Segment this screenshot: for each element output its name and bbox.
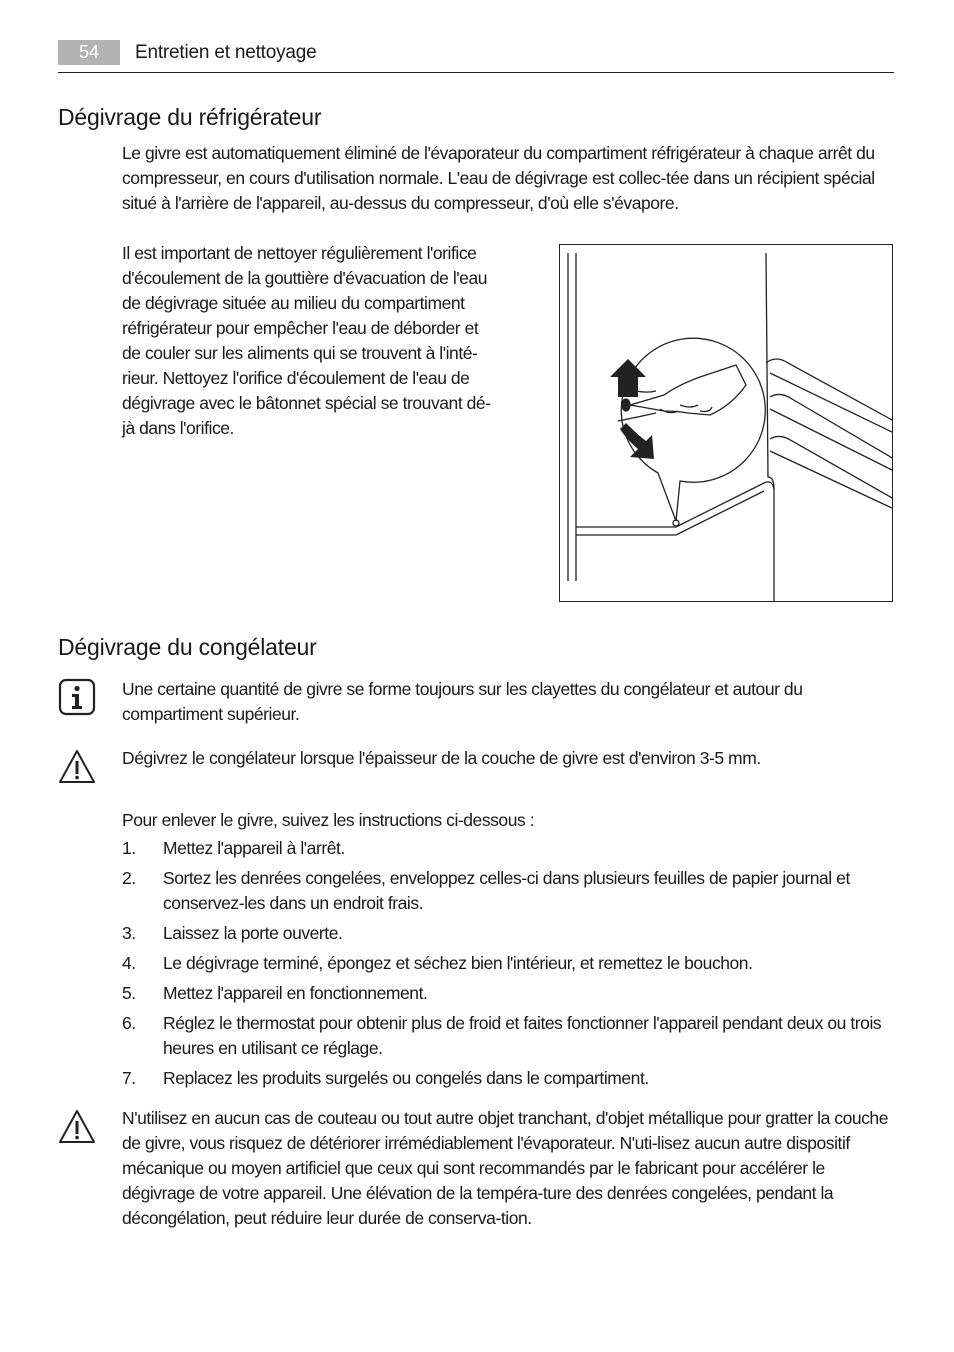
paragraph-line: jà dans l'orifice.	[122, 418, 234, 438]
steps-intro: Pour enlever le givre, suivez les instructions ci-dessous :	[122, 810, 535, 830]
step-number: 3.	[122, 923, 136, 943]
step-number: 4.	[122, 953, 136, 973]
warning-icon	[58, 748, 96, 786]
paragraph-line: rieur. Nettoyez l'orifice d'écoulement de l'eau de	[122, 368, 470, 388]
step-text: Sortez les denrées congelées, enveloppez celles-ci dans plusieurs feuilles de papier journal et conservez-les dans un endroit frais.	[163, 868, 850, 913]
step-text: Laissez la porte ouverte.	[163, 923, 343, 943]
paragraph-line: d'écoulement de la gouttière d'évacuation de l'eau	[122, 268, 488, 288]
step-text: Le dégivrage terminé, épongez et séchez bien l'intérieur, et remettez le bouchon.	[163, 953, 753, 973]
defrost-drain-illustration	[559, 244, 893, 602]
step-text: Mettez l'appareil en fonctionnement.	[163, 983, 428, 1003]
warning-note: Dégivrez le congélateur lorsque l'épaisseur de la couche de givre est d'environ 3-5 mm.	[122, 748, 761, 768]
paragraph-line: dégivrage avec le bâtonnet spécial se trouvant dé-	[122, 393, 491, 413]
step-text: Replacez les produits surgelés ou congelés dans le compartiment.	[163, 1068, 649, 1088]
step-number: 2.	[122, 868, 136, 888]
list-item	[122, 921, 894, 946]
page-number: 54	[58, 40, 120, 65]
list-item	[122, 836, 894, 861]
list-item	[122, 866, 894, 916]
section1-paragraph-1: Le givre est automatiquement éliminé de l'évaporateur du compartiment réfrigérateur à chaque arrêt du compresseur, en cours d'utilisation normale. L'eau de dégivrage est collec-tée dans un récipient spécial situé à l'arrière de l'appareil, au-dessus du compresseur, d'où elle s'évapore.	[122, 143, 875, 213]
step-text: Réglez le thermostat pour obtenir plus de froid et faites fonctionner l'appareil pendant deux ou trois heures en utilisant ce réglage.	[163, 1013, 882, 1058]
step-number: 5.	[122, 983, 136, 1003]
paragraph-line: de couler sur les aliments qui se trouvent à l'inté-	[122, 343, 478, 363]
fridge-interior-drawing	[560, 245, 893, 602]
warning-icon	[58, 1108, 96, 1146]
running-title: Entretien et nettoyage	[135, 42, 317, 63]
paragraph-line: de dégivrage située au milieu du compartiment	[122, 293, 465, 313]
info-note: Une certaine quantité de givre se forme toujours sur les clayettes du congélateur et autour du compartiment supérieur.	[122, 679, 803, 724]
list-item	[122, 1011, 894, 1061]
list-item	[122, 1066, 894, 1091]
list-item	[122, 951, 894, 976]
warning-note-knife: N'utilisez en aucun cas de couteau ou tout autre objet tranchant, d'objet métallique pour gratter la couche de givre, vous risquez de détériorer irrémédiablement l'évaporateur. N'uti-lisez aucun autre dispositif mécanique ou moyen artificiel que ceux qui sont recommandés par le fabricant pour accélérer le dégivrage de votre appareil. Une élévation de la tempéra-ture des denrées congelées, pendant la décongélation, peut réduire leur durée de conserva-tion.	[122, 1108, 888, 1228]
paragraph-line: réfrigérateur pour empêcher l'eau de déborder et	[122, 318, 479, 338]
paragraph-line: Il est important de nettoyer régulièrement l'orifice	[122, 243, 477, 263]
step-number: 1.	[122, 838, 136, 858]
section1-paragraph-2	[122, 241, 552, 441]
step-number: 6.	[122, 1013, 136, 1033]
section-title-refrigerator: Dégivrage du réfrigérateur	[58, 104, 322, 130]
step-text: Mettez l'appareil à l'arrêt.	[163, 838, 345, 858]
page-header	[58, 40, 894, 73]
step-number: 7.	[122, 1068, 136, 1088]
defrost-steps-list	[122, 836, 894, 1096]
list-item	[122, 981, 894, 1006]
section-title-freezer: Dégivrage du congélateur	[58, 634, 317, 660]
info-icon	[58, 678, 96, 716]
